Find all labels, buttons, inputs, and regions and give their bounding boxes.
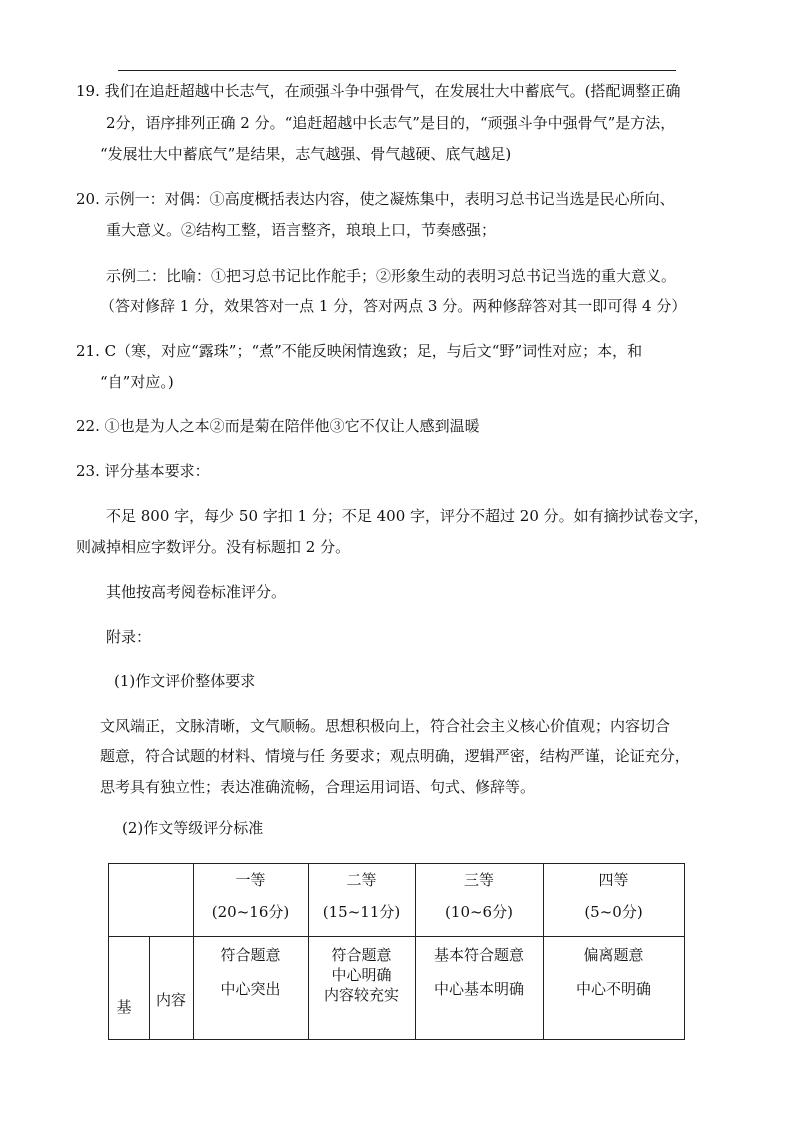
- content-grade-3-l2: 中心基本明确: [433, 980, 524, 998]
- appendix-para-line3: 思考具有独立性；表达准确流畅，合理运用词语、句式、修辞等。: [100, 778, 536, 796]
- grade-1-name: 一等: [235, 871, 266, 889]
- q23-line2: 不足 800 字，每少 50 字扣 1 分；不足 400 字，评分不超过 20 分。如有摘抄试卷文字，: [106, 507, 709, 525]
- q20-line4: （答对修辞 1 分，效果答对一点 1 分，答对两点 3 分。两种修辞答对其一即可得 4 分）: [100, 297, 687, 315]
- q19-line1: 19. 我们在追赶超越中长志气，在顽强斗争中强骨气，在发展壮大中蓄底气。(搭配调整正确: [76, 82, 681, 100]
- row-label-content: 内容: [155, 991, 186, 1009]
- q23-line1: 23. 评分基本要求：: [76, 462, 210, 480]
- appendix-heading: 附录：: [106, 628, 152, 646]
- q20-line3: 示例二：比喻：①把习总书记比作舵手；②形象生动的表明习总书记当选的重大意义。: [106, 267, 677, 285]
- grade-4-range: (5~0分): [584, 903, 643, 921]
- content-grade-2-l1: 符合题意: [331, 946, 392, 964]
- q23-line3: 则减掉相应字数评分。没有标题扣 2 分。: [76, 538, 351, 556]
- appendix-item2: (2)作文等级评分标准: [122, 819, 264, 837]
- content-grade-1-l1: 符合题意: [220, 946, 281, 964]
- content-grade-2-l2: 中心明确: [331, 966, 392, 984]
- q21-line2: “自”对应。): [100, 373, 174, 391]
- grade-2-name: 二等: [346, 871, 377, 889]
- row-group-label: 基: [116, 998, 132, 1016]
- content-grade-4-l2: 中心不明确: [575, 980, 651, 998]
- grade-3-name: 三等: [463, 871, 494, 889]
- q20-line1: 20. 示例一：对偶：①高度概括表达内容，使之凝炼集中，表明习总书记当选是民心所向、: [76, 190, 675, 208]
- q19-line2: 2分，语序排列正确 2 分。“追赶超越中长志气”是目的，“顽强斗争中强骨气”是方法，: [106, 114, 676, 132]
- q21-line1: 21. C（寒，对应“露珠”；“煮”不能反映闲情逸致；足，与后文“野”词性对应；本，和: [76, 342, 643, 360]
- grade-1-range: (20~16分): [211, 903, 290, 921]
- content-grade-2-l3: 内容较充实: [323, 986, 399, 1004]
- grade-2-range: (15~11分): [322, 903, 401, 921]
- appendix-item1: (1)作文评价整体要求: [114, 672, 256, 690]
- header-rule: [118, 70, 676, 71]
- grade-4-name: 四等: [598, 871, 629, 889]
- q23-line4: 其他按高考阅卷标准评分。: [106, 583, 287, 601]
- grade-3-range: (10~6分): [445, 903, 513, 921]
- content-grade-1-l2: 中心突出: [220, 980, 281, 998]
- q19-line3: “发展壮大中蓄底气”是结果，志气越强、骨气越硬、底气越足): [100, 145, 512, 163]
- grading-table: [108, 863, 685, 1040]
- appendix-para-line2: 题意，符合试题的材料、情境与任 务要求；观点明确，逻辑严密，结构严谨，论证充分，: [100, 747, 690, 765]
- content-grade-4-l1: 偏离题意: [583, 946, 644, 964]
- q22-line1: 22. ①也是为人之本②而是菊在陪伴他③它不仅让人感到温暖: [76, 417, 480, 435]
- appendix-para-line1: 文风端正，文脉清晰，文气顺畅。思想积极向上，符合社会主义核心价值观；内容切合: [100, 717, 671, 735]
- q20-line2: 重大意义。②结构工整，语言整齐，琅琅上口，节奏感强；: [106, 221, 497, 239]
- content-grade-3-l1: 基本符合题意: [433, 946, 524, 964]
